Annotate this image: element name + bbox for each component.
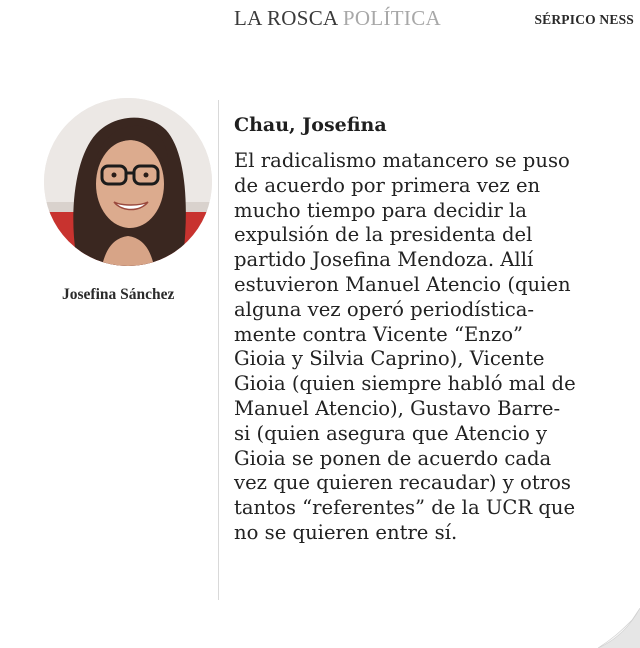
profile-photo — [44, 98, 212, 266]
article-line: de acuerdo por primera vez en — [234, 173, 541, 197]
photo-caption: Josefina Sánchez — [62, 286, 175, 303]
article-line: Manuel Atencio), Gustavo Barre- — [234, 396, 561, 420]
article-line: alguna vez operó periodística- — [234, 297, 535, 321]
article-line: mucho tiempo para decidir la — [234, 198, 527, 222]
article — [234, 114, 634, 546]
article-line: Gioia y Silvia Caprino), Vicente — [234, 347, 545, 371]
section-title-primary: LA ROSCA — [234, 6, 343, 30]
article-line: estuvieron Manuel Atencio (quien — [234, 272, 571, 296]
column-divider — [218, 100, 219, 600]
article-line: Gioia se ponen de acuerdo cada — [234, 446, 552, 470]
article-line: tantos “referentes” de la UCR que — [234, 496, 576, 520]
column-author: SÉRPICO NESS — [534, 12, 634, 27]
section-title-secondary: POLÍTICA — [342, 6, 441, 30]
article-title: Chau, Josefina — [234, 114, 387, 136]
article-line: El radicalismo matancero se puso — [234, 149, 570, 172]
section-title — [234, 6, 441, 31]
article-line: no se quieren entre sí. — [234, 520, 458, 544]
article-line: vez que quieren recaudar) y otros — [234, 471, 571, 495]
article-line: mente contra Vicente “Enzo” — [234, 322, 524, 346]
article-line: partido Josefina Mendoza. Allí — [234, 248, 534, 272]
article-line: si (quien asegura que Atencio y — [234, 421, 548, 445]
page-header — [0, 4, 640, 30]
article-line: expulsión de la presidenta del — [234, 223, 533, 247]
article-body — [234, 149, 634, 546]
page-curl-decoration — [594, 608, 640, 648]
article-line: Gioia (quien siempre habló mal de — [234, 372, 576, 396]
portrait-image — [44, 98, 212, 266]
